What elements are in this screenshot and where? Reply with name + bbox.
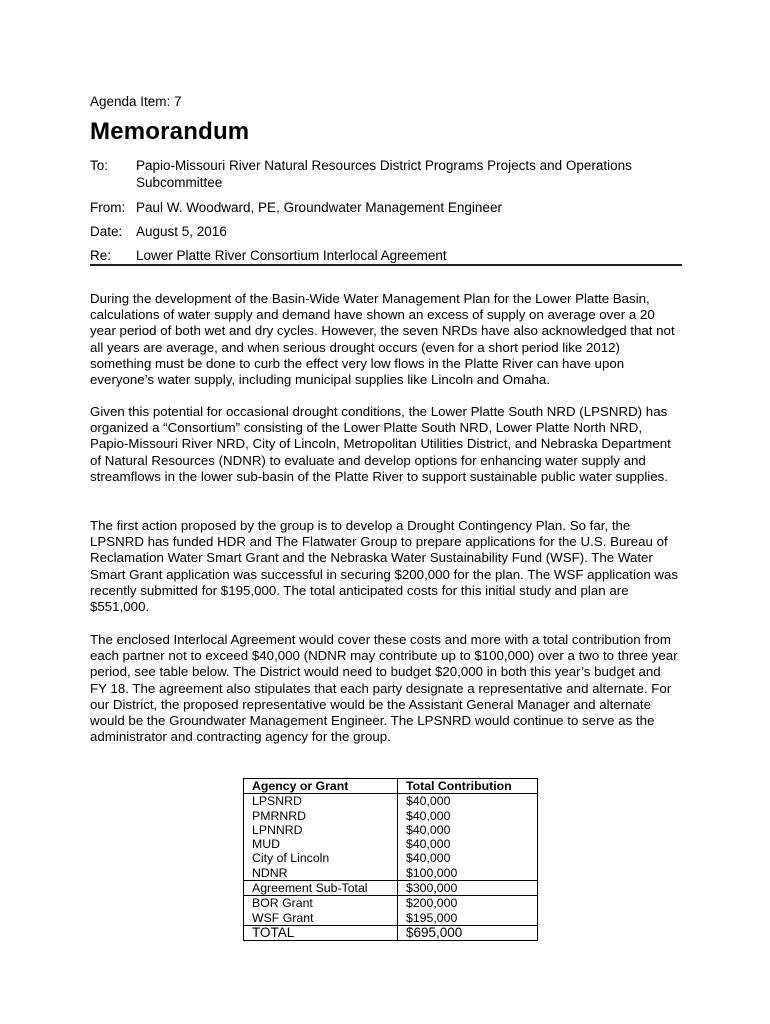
amount-cell: $100,000 <box>406 865 458 880</box>
date-label: Date: <box>90 224 123 239</box>
amount-cell: $40,000 <box>406 851 451 866</box>
from-label: From: <box>90 200 126 215</box>
paragraph-1: During the development of the Basin-Wide Water Management Plan for the Lower Platte Basin, calculations of water supply and demand have shown an excess of supply on average over a 20 year period of both wet and dry cycles. However, the seven NRDs have also acknowledged that not all years are average, and when serious drought occurs (even for a short period like 2012) something must be done to curb the effect very low flows in the Platte River can have upon everyone’s water supply, including municipal supplies like Lincoln and Omaha. <box>90 291 675 388</box>
agency-cell: LPSNRD <box>252 794 302 809</box>
total-label: TOTAL <box>244 925 398 940</box>
amount-cell: $40,000 <box>406 837 451 852</box>
grant-amount-list <box>398 896 538 926</box>
paragraph-3: The first action proposed by the group is to develop a Drought Contingency Plan. So far, the LPSNRD has funded HDR and The Flatwater Group to prepare applications for the U.S. Bureau of Reclamation Water Smart Grant and the Nebraska Water Sustainability Fund (WSF). The Water Smart Grant application was successful in securing $200,000 for the plan. The WSF application was recently submitted for $195,000. The total anticipated costs for this initial study and plan are $551,000. <box>90 518 679 615</box>
agency-list <box>244 794 398 881</box>
date-value: August 5, 2016 <box>136 224 227 239</box>
agency-cell: LPNNRD <box>252 822 303 837</box>
to-label: To: <box>90 158 109 173</box>
grant-cell: WSF Grant <box>252 910 314 925</box>
from-value: Paul W. Woodward, PE, Groundwater Management Engineer <box>136 200 502 215</box>
paragraph-2: Given this potential for occasional drought conditions, the Lower Platte South NRD (LPSNRD) has organized a “Consortium” consisting of the Lower Platte South NRD, Lower Platte North NRD, Papio-Missouri River NRD, City of Lincoln, Metropolitan Utilities District, and Nebraska Department of Natural Resources (NDNR) to evaluate and develop options for enhancing water supply and streamflows in the lower sub-basin of the Platte River to support sustainable public water supplies. <box>90 404 671 484</box>
header-divider <box>90 264 682 266</box>
agency-cell: NDNR <box>252 865 288 880</box>
grant-amount-cell: $195,000 <box>406 910 458 925</box>
amount-cell: $40,000 <box>406 794 451 809</box>
to-value-line1: Papio-Missouri River Natural Resources District Programs Projects and Operations <box>136 158 632 173</box>
table-row-grants <box>244 896 538 926</box>
subtotal-amount: $300,000 <box>398 881 538 896</box>
table-header-row <box>244 779 538 794</box>
table-row-total <box>244 925 538 940</box>
col-header-agency: Agency or Grant <box>244 779 398 794</box>
to-value <box>136 157 696 191</box>
amount-list <box>398 794 538 881</box>
subtotal-label: Agreement Sub-Total <box>244 881 398 896</box>
to-value-line2: Subcommittee <box>136 175 223 190</box>
agenda-item: Agenda Item: 7 <box>90 94 182 109</box>
table-row-agencies <box>244 794 538 881</box>
grant-cell: BOR Grant <box>252 896 313 911</box>
agency-cell: City of Lincoln <box>252 851 330 866</box>
memo-title: Memorandum <box>90 118 250 145</box>
agency-cell: PMRNRD <box>252 808 306 823</box>
grant-amount-cell: $200,000 <box>406 896 458 911</box>
re-label: Re: <box>90 248 112 263</box>
amount-cell: $40,000 <box>406 822 451 837</box>
amount-cell: $40,000 <box>406 808 451 823</box>
table-row-subtotal <box>244 881 538 896</box>
col-header-contribution: Total Contribution <box>398 779 538 794</box>
paragraph-4: The enclosed Interlocal Agreement would cover these costs and more with a total contribution from each partner not to exceed $40,000 (NDNR may contribute up to $100,000) over a two to three year period, see table below. The District would need to budget $20,000 in both this year’s budget and FY 18. The agreement also stipulates that each party designate a representative and alternate. For our District, the proposed representative would be the Assistant General Manager and alternate would be the Groundwater Management Engineer. The LPSNRD would continue to serve as the administrator and contracting agency for the group. <box>90 632 678 745</box>
grant-list <box>244 896 398 926</box>
total-amount: $695,000 <box>398 925 538 940</box>
re-value: Lower Platte River Consortium Interlocal Agreement <box>136 248 447 263</box>
contribution-table <box>243 778 538 941</box>
agency-cell: MUD <box>252 837 281 852</box>
